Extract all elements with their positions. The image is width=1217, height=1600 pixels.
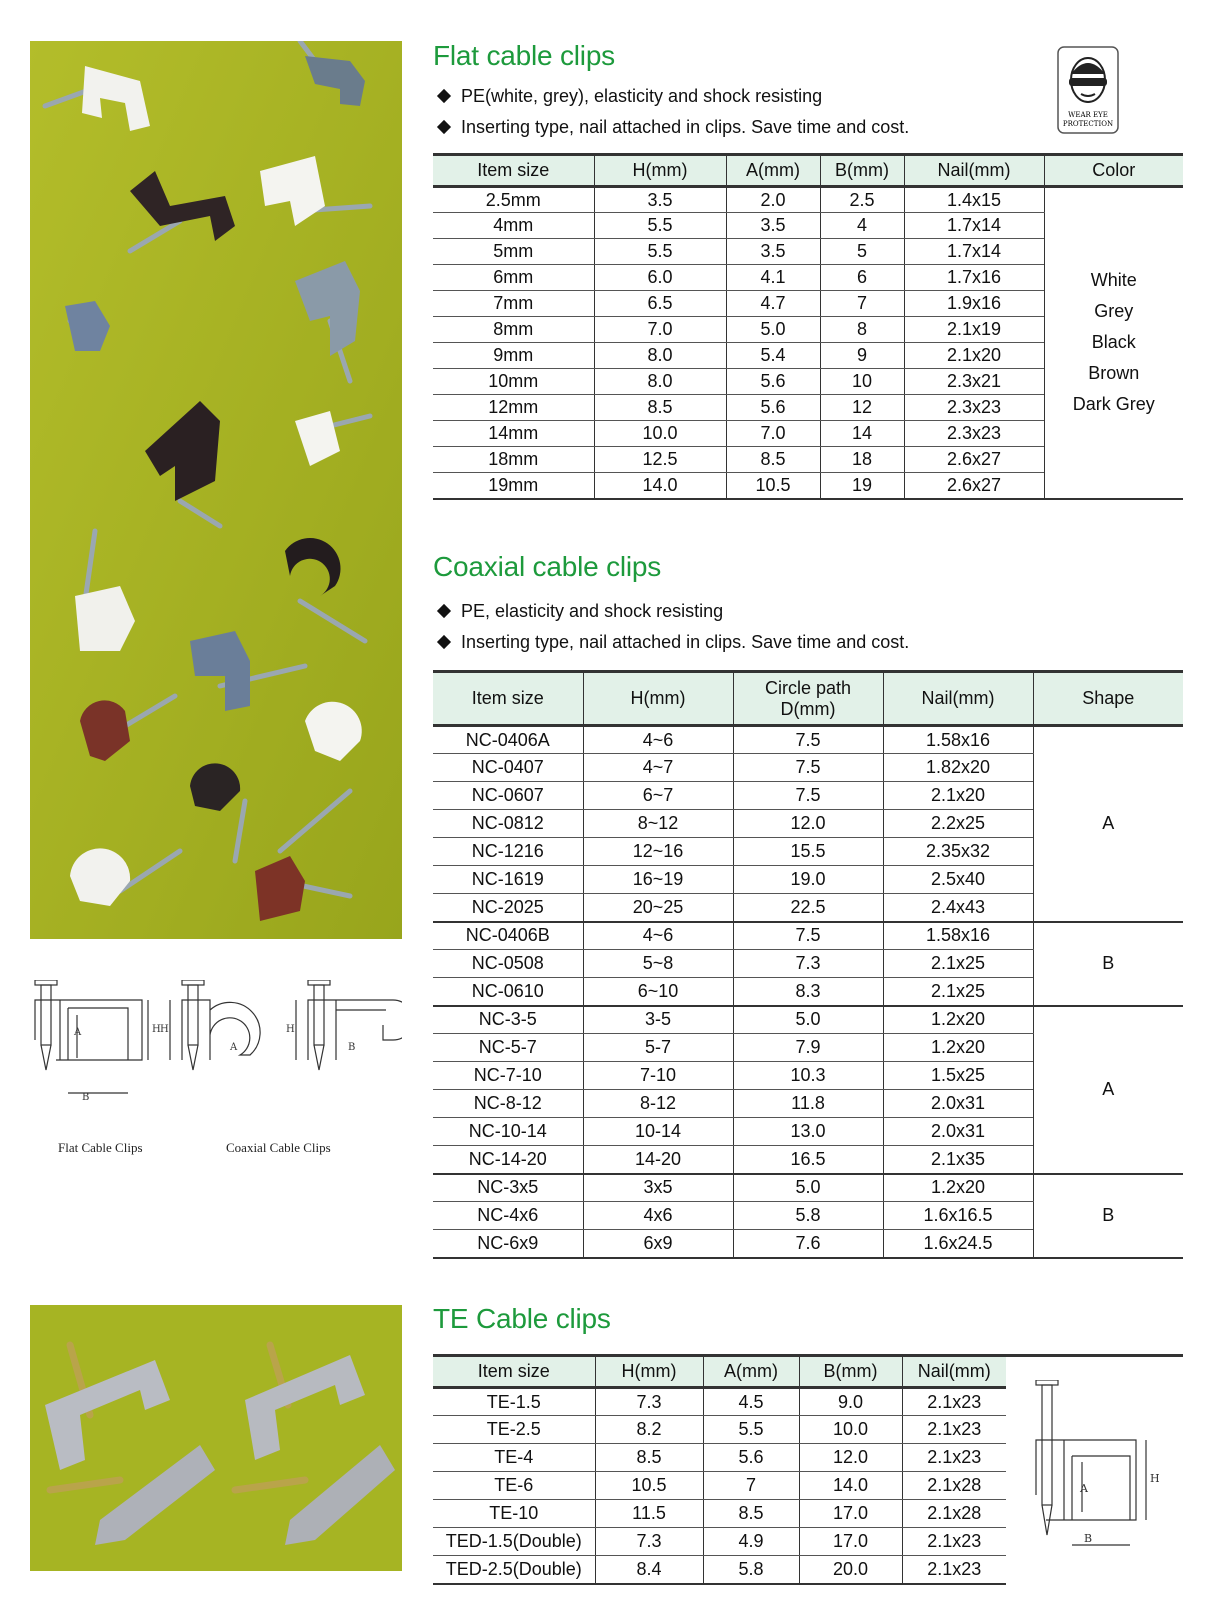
table-cell: 5.5 — [594, 239, 726, 265]
table-cell: 8.0 — [594, 343, 726, 369]
table-cell: 4.7 — [726, 291, 820, 317]
diagram-label-h: H — [1150, 1472, 1160, 1485]
te-spec-table — [433, 1354, 1006, 1585]
table-cell: 5.0 — [733, 1174, 883, 1202]
bullet-text: Inserting type, nail attached in clips. Save time and cost. — [461, 117, 910, 137]
table-cell: 2.1x23 — [902, 1528, 1006, 1556]
table-cell: TE-10 — [433, 1500, 595, 1528]
table-cell: 7.5 — [733, 754, 883, 782]
table-cell: 7 — [820, 291, 904, 317]
coax-section-title: Coaxial cable clips — [433, 551, 662, 582]
table-cell: 1.6x24.5 — [883, 1230, 1033, 1258]
flat-section-title: Flat cable clips — [433, 40, 615, 71]
diagram-label-b: B — [348, 1042, 356, 1053]
table-cell: TE-4 — [433, 1444, 595, 1472]
table-cell: 5.0 — [726, 317, 820, 343]
table-cell: NC-1619 — [433, 866, 583, 894]
table-cell: 1.6x16.5 — [883, 1202, 1033, 1230]
table-cell: 7-10 — [583, 1062, 733, 1090]
table-cell: 7.6 — [733, 1230, 883, 1258]
table-cell: 2.1x20 — [883, 782, 1033, 810]
table-cell: 5.5 — [703, 1416, 799, 1444]
table-row — [433, 1006, 1183, 1034]
table-cell: 7mm — [433, 291, 594, 317]
table-cell: 2.1x23 — [902, 1388, 1006, 1416]
table-cell: 17.0 — [799, 1500, 902, 1528]
wear-eye-protection-badge — [1057, 46, 1119, 134]
table-cell: 2.3x21 — [904, 369, 1044, 395]
bullet-item — [433, 81, 909, 112]
diamond-bullet-icon — [437, 604, 451, 618]
table-cell: 19mm — [433, 473, 594, 499]
shape-cell: A — [1033, 1006, 1183, 1174]
table-cell: 5.6 — [726, 395, 820, 421]
table-cell: 8-12 — [583, 1090, 733, 1118]
table-cell: 1.4x15 — [904, 187, 1044, 213]
table-row — [433, 1388, 1006, 1416]
table-cell: 2.1x23 — [902, 1556, 1006, 1584]
table-cell: NC-0406B — [433, 922, 583, 950]
table-cell: 1.58x16 — [883, 922, 1033, 950]
table-cell: 6.5 — [594, 291, 726, 317]
table-cell: NC-0610 — [433, 978, 583, 1006]
table-cell: 7.3 — [733, 950, 883, 978]
bullet-item — [433, 627, 909, 658]
color-option: Brown — [1088, 363, 1140, 384]
table-cell: 6.0 — [594, 265, 726, 291]
col-header: Nail(mm) — [883, 672, 1033, 726]
coax-square-clip-diagram — [286, 980, 402, 1070]
table-cell: 8.2 — [595, 1416, 703, 1444]
bullet-text: PE(white, grey), elasticity and shock resisting — [461, 86, 823, 106]
table-cell: 2.2x25 — [883, 810, 1033, 838]
te-header-rule-extension — [1006, 1354, 1183, 1358]
table-cell: 2.1x28 — [902, 1472, 1006, 1500]
table-cell: TE-2.5 — [433, 1416, 595, 1444]
table-cell: 12 — [820, 395, 904, 421]
table-row — [433, 1174, 1183, 1202]
table-cell: 5.5 — [594, 213, 726, 239]
table-cell: 2.35x32 — [883, 838, 1033, 866]
coax-diagram-caption: Coaxial Cable Clips — [226, 1140, 331, 1155]
table-cell: 2.5x40 — [883, 866, 1033, 894]
table-cell: 8mm — [433, 317, 594, 343]
diagram-label-a: A — [230, 1042, 238, 1053]
table-cell: NC-5-7 — [433, 1034, 583, 1062]
table-cell: 14.0 — [594, 473, 726, 499]
table-cell: 7.5 — [733, 782, 883, 810]
col-header — [733, 672, 883, 726]
table-cell: 13.0 — [733, 1118, 883, 1146]
table-cell: NC-3x5 — [433, 1174, 583, 1202]
col-header: Item size — [433, 1356, 595, 1388]
table-cell: 1.5x25 — [883, 1062, 1033, 1090]
table-cell: 5.0 — [733, 1006, 883, 1034]
table-cell: 3.5 — [726, 239, 820, 265]
table-cell: 5.6 — [726, 369, 820, 395]
table-cell: 18 — [820, 447, 904, 473]
col-header: Nail(mm) — [904, 155, 1044, 187]
table-cell: 10.0 — [799, 1416, 902, 1444]
table-cell: 2.6x27 — [904, 473, 1044, 499]
table-cell: 5.8 — [733, 1202, 883, 1230]
table-cell: 6~7 — [583, 782, 733, 810]
badge-line2: PROTECTION — [1062, 120, 1114, 128]
table-cell: NC-7-10 — [433, 1062, 583, 1090]
table-cell: 2.3x23 — [904, 395, 1044, 421]
table-cell: 1.58x16 — [883, 726, 1033, 754]
flat-diagram-caption: Flat Cable Clips — [58, 1140, 143, 1155]
badge-line1: WEAR EYE — [1068, 111, 1108, 119]
table-cell: 1.2x20 — [883, 1174, 1033, 1202]
table-cell: 2.1x25 — [883, 950, 1033, 978]
table-row — [433, 1556, 1006, 1584]
table-cell: 2.3x23 — [904, 421, 1044, 447]
table-cell: 1.7x14 — [904, 213, 1044, 239]
table-cell: 9.0 — [799, 1388, 902, 1416]
table-row — [433, 1416, 1006, 1444]
table-cell: 20.0 — [799, 1556, 902, 1584]
table-cell: 5mm — [433, 239, 594, 265]
table-cell: 2.1x25 — [883, 978, 1033, 1006]
table-row — [433, 922, 1183, 950]
te-section-title: TE Cable clips — [433, 1303, 611, 1334]
table-cell: NC-2025 — [433, 894, 583, 922]
table-cell: 19 — [820, 473, 904, 499]
table-cell: 18mm — [433, 447, 594, 473]
table-cell: 12.0 — [799, 1444, 902, 1472]
product-photo-flat-coax — [30, 41, 402, 939]
table-cell: 6x9 — [583, 1230, 733, 1258]
table-cell: 7.3 — [595, 1388, 703, 1416]
table-cell: 7.5 — [733, 726, 883, 754]
table-cell: 2.5 — [820, 187, 904, 213]
bullet-text: PE, elasticity and shock resisting — [461, 601, 724, 621]
table-cell: 3.5 — [726, 213, 820, 239]
table-cell: 7.3 — [595, 1528, 703, 1556]
table-cell: 12.0 — [733, 810, 883, 838]
diagram-label-h: H — [286, 1024, 295, 1035]
shape-cell: B — [1033, 922, 1183, 1006]
color-list-cell — [1044, 187, 1183, 499]
table-cell: 2.5mm — [433, 187, 594, 213]
table-cell: 16.5 — [733, 1146, 883, 1174]
table-cell: 6mm — [433, 265, 594, 291]
table-cell: 1.2x20 — [883, 1006, 1033, 1034]
table-cell: 10.5 — [726, 473, 820, 499]
color-option: Grey — [1094, 301, 1134, 322]
te-clip-diagram — [1030, 1380, 1180, 1560]
clip-dimension-diagrams — [30, 980, 402, 1160]
table-cell: NC-10-14 — [433, 1118, 583, 1146]
table-cell: 14mm — [433, 421, 594, 447]
table-cell: NC-14-20 — [433, 1146, 583, 1174]
table-cell: 2.0x31 — [883, 1090, 1033, 1118]
table-cell: TED-2.5(Double) — [433, 1556, 595, 1584]
table-row — [433, 726, 1183, 754]
table-cell: NC-8-12 — [433, 1090, 583, 1118]
table-cell: 2.4x43 — [883, 894, 1033, 922]
table-cell: 8~12 — [583, 810, 733, 838]
table-cell: 3x5 — [583, 1174, 733, 1202]
col-header: A(mm) — [703, 1356, 799, 1388]
table-cell: 15.5 — [733, 838, 883, 866]
table-cell: 20~25 — [583, 894, 733, 922]
table-cell: 1.2x20 — [883, 1034, 1033, 1062]
table-cell: 2.1x35 — [883, 1146, 1033, 1174]
table-cell: 4 — [820, 213, 904, 239]
table-cell: 2.0x31 — [883, 1118, 1033, 1146]
table-cell: 2.0 — [726, 187, 820, 213]
table-cell: 14 — [820, 421, 904, 447]
shape-cell: A — [1033, 726, 1183, 922]
table-cell: 19.0 — [733, 866, 883, 894]
table-cell: 7.0 — [726, 421, 820, 447]
table-row — [433, 187, 1183, 213]
flat-spec-table — [433, 153, 1183, 500]
table-cell: 7.5 — [733, 922, 883, 950]
col-header: Item size — [433, 155, 594, 187]
bullet-item — [433, 112, 909, 143]
header-text: Circle path D(mm) — [764, 677, 852, 719]
table-cell: 16~19 — [583, 866, 733, 894]
table-cell: 10.0 — [594, 421, 726, 447]
bullet-item — [433, 596, 909, 627]
table-row — [433, 1500, 1006, 1528]
table-cell: 4mm — [433, 213, 594, 239]
table-cell: 5-7 — [583, 1034, 733, 1062]
flat-bullets — [433, 81, 909, 143]
table-cell: 4~7 — [583, 754, 733, 782]
table-cell: 2.1x19 — [904, 317, 1044, 343]
color-option: Black — [1091, 332, 1136, 353]
coax-spec-table — [433, 670, 1183, 1259]
table-cell: NC-0607 — [433, 782, 583, 810]
table-cell: 14-20 — [583, 1146, 733, 1174]
table-cell: 6~10 — [583, 978, 733, 1006]
table-cell: NC-3-5 — [433, 1006, 583, 1034]
table-cell: 8.3 — [733, 978, 883, 1006]
table-cell: 12mm — [433, 395, 594, 421]
table-row — [433, 1472, 1006, 1500]
table-cell: 2.1x23 — [902, 1444, 1006, 1472]
table-cell: 7.9 — [733, 1034, 883, 1062]
table-cell: 10.3 — [733, 1062, 883, 1090]
table-cell: 5.8 — [703, 1556, 799, 1584]
diagram-label-h: H — [152, 1024, 161, 1035]
table-cell: TED-1.5(Double) — [433, 1528, 595, 1556]
table-row — [433, 1528, 1006, 1556]
table-cell: NC-4x6 — [433, 1202, 583, 1230]
table-cell: 6 — [820, 265, 904, 291]
table-cell: 8.5 — [726, 447, 820, 473]
table-cell: 4.9 — [703, 1528, 799, 1556]
diamond-bullet-icon — [437, 120, 451, 134]
table-cell: 4.1 — [726, 265, 820, 291]
table-cell: 3.5 — [594, 187, 726, 213]
table-cell: 8.5 — [703, 1500, 799, 1528]
table-cell: 10 — [820, 369, 904, 395]
table-cell: 4.5 — [703, 1388, 799, 1416]
table-cell: 2.1x23 — [902, 1416, 1006, 1444]
table-cell: NC-6x9 — [433, 1230, 583, 1258]
table-cell: 5.6 — [703, 1444, 799, 1472]
diagram-label-h: H — [160, 1024, 169, 1035]
table-cell: 7.0 — [594, 317, 726, 343]
table-cell: 8 — [820, 317, 904, 343]
diagram-label-a: A — [1080, 1482, 1088, 1495]
table-cell: NC-0812 — [433, 810, 583, 838]
table-cell: NC-0407 — [433, 754, 583, 782]
table-cell: 7 — [703, 1472, 799, 1500]
table-cell: 3-5 — [583, 1006, 733, 1034]
table-cell: 10-14 — [583, 1118, 733, 1146]
bullet-text: Inserting type, nail attached in clips. Save time and cost. — [461, 632, 910, 652]
table-cell: 1.7x16 — [904, 265, 1044, 291]
table-cell: 11.5 — [595, 1500, 703, 1528]
table-cell: 2.1x28 — [902, 1500, 1006, 1528]
coax-bullets — [433, 596, 909, 658]
col-header: B(mm) — [799, 1356, 902, 1388]
table-cell: 11.8 — [733, 1090, 883, 1118]
col-header: Nail(mm) — [902, 1356, 1006, 1388]
col-header: B(mm) — [820, 155, 904, 187]
table-cell: 4~6 — [583, 726, 733, 754]
table-cell: TE-6 — [433, 1472, 595, 1500]
shape-cell: B — [1033, 1174, 1183, 1258]
table-cell: 2.1x20 — [904, 343, 1044, 369]
table-cell: 5~8 — [583, 950, 733, 978]
col-header: Color — [1044, 155, 1183, 187]
diagram-label-a: A — [74, 1027, 82, 1038]
diamond-bullet-icon — [437, 89, 451, 103]
table-cell: NC-1216 — [433, 838, 583, 866]
table-cell: 10.5 — [595, 1472, 703, 1500]
table-cell: 8.0 — [594, 369, 726, 395]
table-cell: 4~6 — [583, 922, 733, 950]
col-header: H(mm) — [583, 672, 733, 726]
col-header: H(mm) — [594, 155, 726, 187]
diamond-bullet-icon — [437, 635, 451, 649]
table-cell: 8.4 — [595, 1556, 703, 1584]
table-cell: 17.0 — [799, 1528, 902, 1556]
table-cell: 10mm — [433, 369, 594, 395]
table-cell: 14.0 — [799, 1472, 902, 1500]
table-cell: 8.5 — [595, 1444, 703, 1472]
table-cell: 9 — [820, 343, 904, 369]
table-cell: 12.5 — [594, 447, 726, 473]
table-cell: 5 — [820, 239, 904, 265]
table-row — [433, 1444, 1006, 1472]
table-cell: 8.5 — [594, 395, 726, 421]
table-cell: 2.6x27 — [904, 447, 1044, 473]
color-option: Dark Grey — [1072, 394, 1155, 415]
table-cell: 1.82x20 — [883, 754, 1033, 782]
col-header: Shape — [1033, 672, 1183, 726]
table-cell: 4x6 — [583, 1202, 733, 1230]
table-cell: TE-1.5 — [433, 1388, 595, 1416]
coax-round-clip-diagram — [160, 980, 260, 1070]
col-header: Item size — [433, 672, 583, 726]
table-cell: 5.4 — [726, 343, 820, 369]
product-photo-te-clips — [30, 1305, 402, 1571]
table-cell: 22.5 — [733, 894, 883, 922]
diagram-label-b: B — [1084, 1532, 1093, 1545]
color-option: White — [1090, 270, 1137, 291]
diagram-label-b: B — [82, 1092, 90, 1103]
table-cell: 12~16 — [583, 838, 733, 866]
table-cell: NC-0508 — [433, 950, 583, 978]
col-header: H(mm) — [595, 1356, 703, 1388]
table-cell: 1.9x16 — [904, 291, 1044, 317]
flat-clip-diagram — [35, 980, 161, 1103]
table-cell: 1.7x14 — [904, 239, 1044, 265]
col-header: A(mm) — [726, 155, 820, 187]
table-cell: 9mm — [433, 343, 594, 369]
table-cell: NC-0406A — [433, 726, 583, 754]
